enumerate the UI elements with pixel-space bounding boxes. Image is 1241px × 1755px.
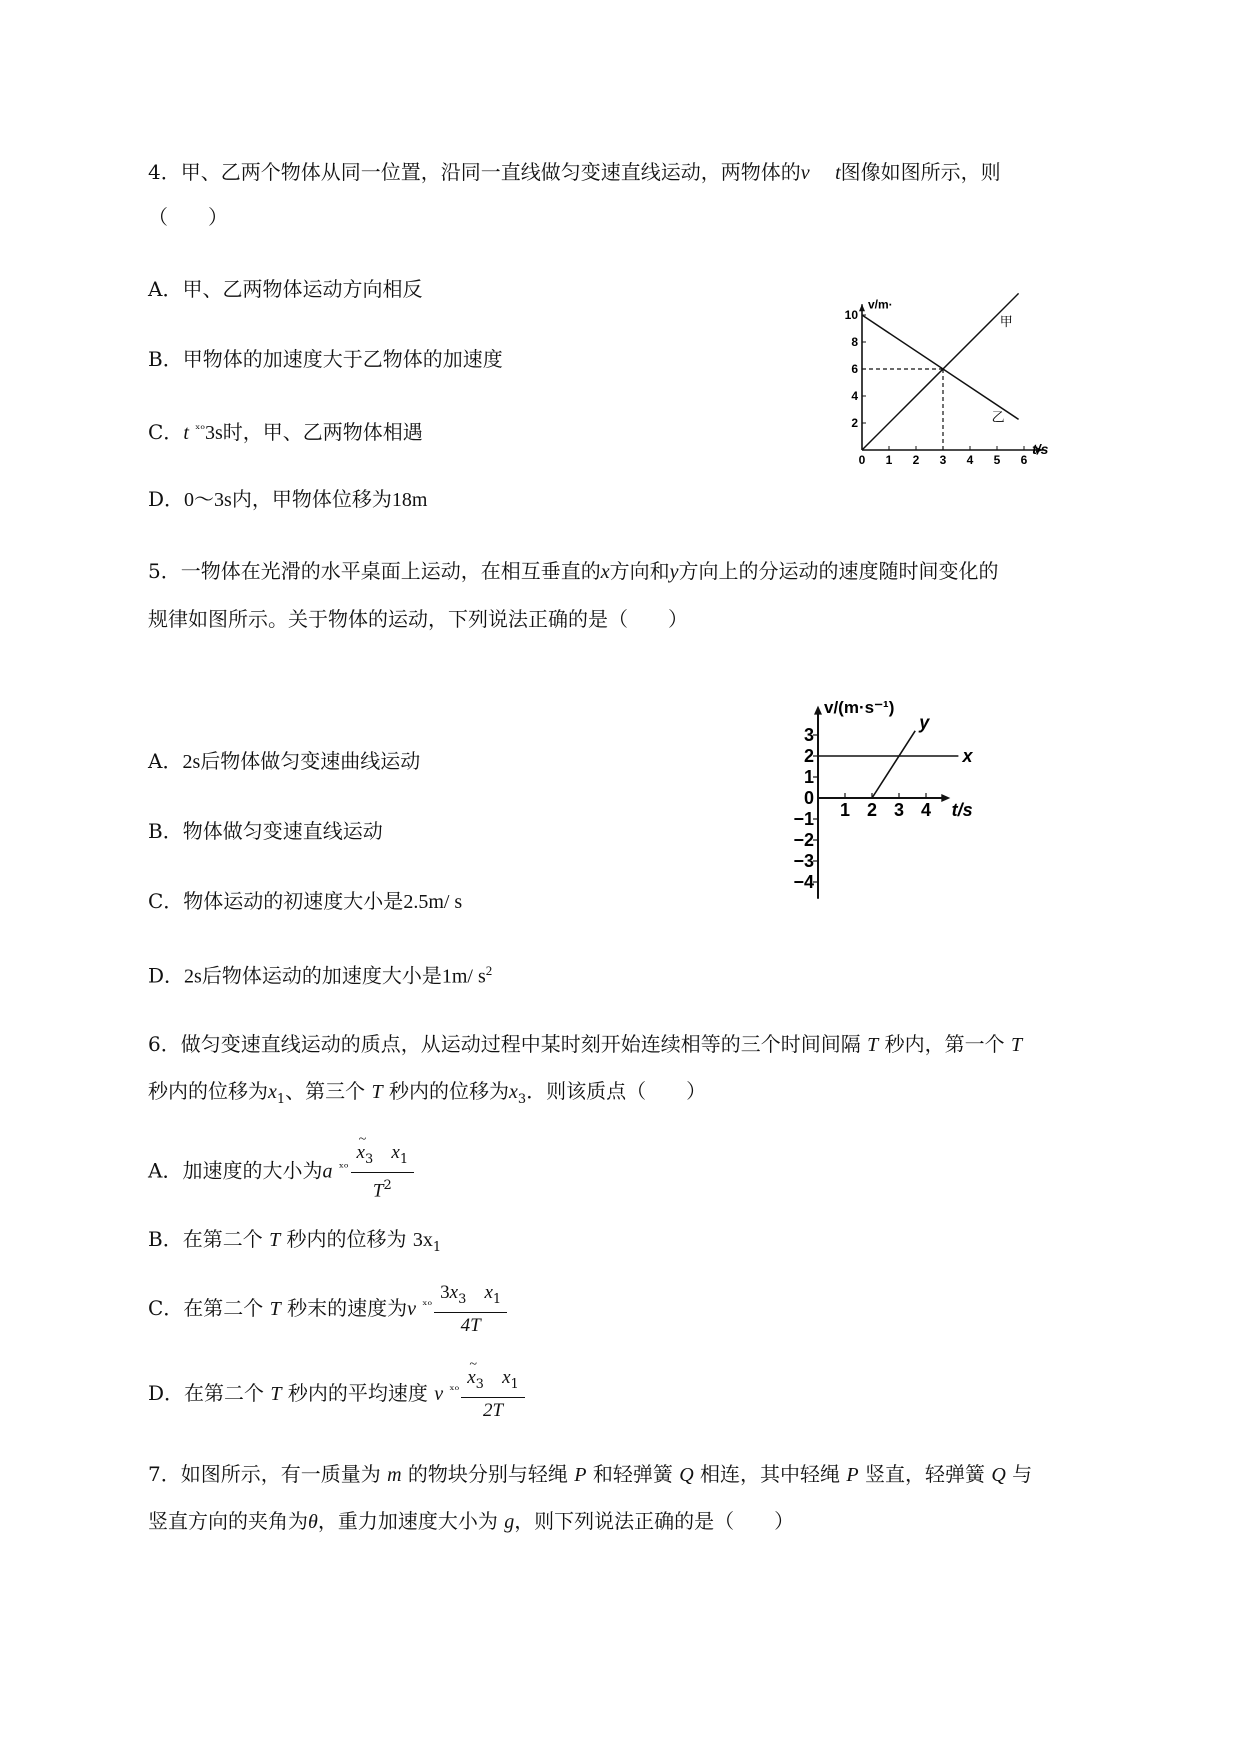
q5-stem	[148, 557, 999, 586]
q7-line2-text-b: ，重力加速度大小为	[317, 1509, 498, 1533]
q6-option-b-label: B．在第二个	[148, 1227, 263, 1251]
q6-a-den: T	[372, 1180, 384, 1202]
series-line-y	[872, 731, 915, 798]
q6-option-d-mid: 秒内的平均速度	[287, 1380, 428, 1405]
x-axis-arrow	[941, 794, 950, 802]
q6-c-num-x3: x	[449, 1282, 459, 1303]
q5-option-c	[148, 887, 462, 916]
q6-option-d-T: T	[270, 1382, 282, 1405]
q7-stem-text-4: 相连，其中轻绳	[700, 1462, 841, 1486]
q6-line2-text-d: ．则该质点（ ）	[526, 1079, 707, 1103]
y-tick-label: 2	[851, 416, 858, 430]
q6-option-b-sub: 1	[432, 1240, 442, 1255]
y-tick-label: 10	[844, 308, 858, 322]
y-tick-label: −4	[793, 872, 814, 892]
y-axis-arrow	[859, 304, 865, 311]
y-tick-label: −1	[793, 809, 814, 829]
q4-option-d-label: D．	[148, 487, 185, 511]
q5-option-d-label: D．	[148, 963, 185, 988]
q6-option-d-garble: ˣᵒ	[449, 1382, 460, 1397]
q6-a-num-sub3: 3	[364, 1151, 374, 1167]
y-tick-label: 4	[851, 389, 858, 403]
q5-x-symbol: x	[600, 561, 610, 583]
y-tick-label: 0	[803, 788, 814, 808]
q6-option-c	[148, 1280, 507, 1339]
q4-option-d	[148, 485, 427, 514]
q6-x3-symbol: x	[509, 1081, 518, 1103]
x-tick-label: 3	[893, 800, 905, 820]
series-label-yi: 乙	[991, 409, 1005, 425]
x-tick-label: 4	[966, 453, 974, 467]
q6-T-symbol: T	[867, 1034, 879, 1056]
q4-option-c	[148, 415, 423, 447]
q6-a-den-sup: 2	[383, 1177, 392, 1193]
q7-stem-text-2: 的物块分别与轻绳	[407, 1462, 568, 1486]
q4-option-c-t: t	[183, 422, 189, 444]
q5-stem-text: 5．一物体在光滑的水平桌面上运动，在相互垂直的	[148, 559, 601, 583]
q6-option-a-garble: ˣᵒ	[338, 1160, 349, 1175]
q5-option-c-value: 2.5m/ s	[403, 891, 463, 913]
y-tick-label: −3	[793, 851, 814, 871]
q6-d-num-sub3: 3	[475, 1376, 484, 1392]
q6-stem-line2	[148, 1077, 706, 1114]
series-line-yi	[862, 315, 1019, 419]
q5-option-d-value: 2s	[184, 965, 202, 988]
series-label-x: x	[962, 746, 973, 766]
q7-Q-symbol-2: Q	[991, 1464, 1006, 1486]
q6-option-c-mid: 秒末的速度为	[287, 1295, 408, 1320]
y-tick-label: 3	[803, 725, 814, 745]
q6-option-c-fraction	[434, 1280, 507, 1339]
q6-x1-symbol: x	[268, 1081, 277, 1103]
x-tick-label: 1	[885, 453, 893, 467]
q6-c-num-sub3: 3	[458, 1291, 467, 1307]
q7-line2-text-a: 竖直方向的夹角为	[148, 1509, 308, 1533]
q6-T-symbol-3: T	[371, 1081, 383, 1103]
q7-stem-text-5: 竖直，轻弹簧	[864, 1462, 985, 1486]
q4-vt-chart	[840, 290, 1080, 470]
q6-option-b-value: 3x	[412, 1229, 433, 1251]
x-tick-label: 0	[858, 453, 866, 467]
series-line-jia	[862, 293, 1019, 450]
q4-t-symbol: t	[835, 162, 841, 184]
y-tick-label: 2	[803, 746, 814, 766]
q5-option-a-label: A．	[148, 749, 183, 773]
q4-stem	[148, 158, 1001, 187]
q4-stem-text-2: 图像如图所示，则	[840, 160, 1001, 184]
q6-c-num-sub1: 1	[492, 1291, 502, 1307]
series-label-y: y	[919, 712, 930, 733]
y-tick-label: 8	[851, 335, 858, 349]
q5-option-a	[148, 747, 420, 776]
y-tick-label: 6	[851, 362, 858, 376]
q5-option-b: B．物体做匀变速直线运动	[148, 819, 383, 843]
q5-option-d-sup: 2	[485, 963, 493, 978]
q5-y-symbol: y	[669, 561, 679, 583]
q6-option-d	[148, 1365, 525, 1424]
q6-c-num-x1: x	[484, 1282, 493, 1303]
q6-d-num-x1: x	[502, 1367, 511, 1388]
x-tick-label: 6	[1020, 453, 1028, 467]
q6-x3-sub: 3	[517, 1092, 527, 1107]
y-axis-arrow	[814, 706, 822, 715]
q4-option-a: A．甲、乙两物体运动方向相反	[148, 277, 423, 301]
y-axis-label: v/m·	[868, 297, 893, 312]
q4-option-c-label: C．	[148, 420, 184, 444]
q7-stem-line2	[148, 1507, 794, 1536]
q7-line2-text-c: ，则下列说法正确的是（ ）	[514, 1509, 795, 1533]
q5-option-a-suffix: 后物体做匀变速曲线运动	[200, 749, 421, 773]
q6-d-num-sub1: 1	[510, 1376, 519, 1392]
q6-option-d-var: v	[434, 1382, 444, 1405]
x-tick-label: 2	[866, 800, 878, 820]
q6-stem-text-2: 秒内，第一个	[884, 1032, 1005, 1056]
x-tick-label: 1	[839, 800, 851, 820]
q4-option-c-suffix: 时，甲、乙两物体相遇	[222, 420, 423, 444]
q7-stem-text-6: 与	[1012, 1462, 1033, 1486]
x-tick-label: 4	[920, 800, 932, 820]
q7-P-symbol-2: P	[846, 1464, 859, 1486]
x-tick-label: 2	[912, 453, 920, 467]
q6-option-a-fraction	[351, 1140, 415, 1204]
q6-option-c-T: T	[269, 1297, 281, 1320]
q4-option-d-range: 0～3s	[184, 489, 232, 511]
q5-option-d-accel: 1m/ s	[441, 965, 486, 988]
x-axis-label: t/s	[1032, 441, 1049, 457]
q4-option-c-value: 3s	[204, 422, 223, 444]
q7-P-symbol: P	[574, 1464, 587, 1486]
q6-a-num-sub1: 1	[399, 1151, 409, 1167]
q4-v-symbol: v	[800, 162, 810, 184]
q5-stem-line2: 规律如图所示。关于物体的运动，下列说法正确的是（ ）	[148, 607, 688, 631]
q6-option-a-var: a	[322, 1160, 333, 1183]
y-axis-label: v/(m·s⁻¹)	[824, 697, 895, 717]
q4-option-d-value: 18m	[391, 489, 428, 511]
q6-stem-text: 6．做匀变速直线运动的质点，从运动过程中某时刻开始连续相等的三个时间间隔	[148, 1032, 861, 1056]
q7-g-symbol: g	[504, 1511, 515, 1533]
q4-blank: （ ）	[148, 205, 228, 229]
q6-a-num-x3: ~ x	[357, 1142, 365, 1163]
y-tick-label: 1	[803, 767, 814, 787]
y-tick-label: −2	[793, 830, 814, 850]
x-tick-label: 5	[993, 453, 1001, 467]
q5-stem-text-3: 方向上的分运动的速度随时间变化的	[678, 559, 999, 583]
q4-option-d-mid: 内，甲物体位移为	[231, 487, 392, 511]
q5-stem-text-2: 方向和	[609, 559, 670, 583]
q7-stem	[148, 1460, 1032, 1489]
q6-a-num-x1: x	[391, 1142, 400, 1163]
q6-c-den: 4T	[460, 1314, 481, 1336]
q4-option-c-garble: ˣᵒ	[195, 422, 205, 436]
q6-d-den: 2T	[482, 1399, 504, 1421]
q7-theta-symbol: θ	[308, 1511, 318, 1533]
q6-line2-text-c: 秒内的位移为	[389, 1079, 510, 1103]
q6-option-d-fraction	[461, 1365, 525, 1424]
q7-stem-text-3: 和轻弹簧	[592, 1462, 673, 1486]
x-tick-label: 3	[939, 453, 947, 467]
q6-option-d-label: D．在第二个	[148, 1380, 265, 1405]
q6-option-c-garble: ˣᵒ	[422, 1297, 433, 1312]
q4-stem-text: 4．甲、乙两个物体从同一位置，沿同一直线做匀变速直线运动，两物体的	[148, 160, 801, 184]
q4-option-b: B．甲物体的加速度大于乙物体的加速度	[148, 347, 503, 371]
q6-option-b-T: T	[269, 1229, 281, 1251]
q6-option-a	[148, 1140, 414, 1204]
q7-m-symbol: m	[387, 1464, 402, 1486]
q5-option-d-mid: 后物体运动的加速度大小是	[201, 963, 442, 988]
q6-T-symbol-2: T	[1010, 1034, 1023, 1056]
q6-option-c-var: v	[407, 1297, 417, 1320]
q5-option-a-value: 2s	[182, 751, 201, 773]
q6-stem	[148, 1030, 1022, 1059]
q7-stem-text: 7．如图所示，有一质量为	[148, 1462, 381, 1486]
x-axis-label: t/s	[951, 800, 973, 820]
q6-line2-text-b: 、第三个	[285, 1079, 366, 1103]
q5-vt-chart	[790, 690, 1020, 925]
q7-Q-symbol: Q	[679, 1464, 694, 1486]
q6-d-num-x3: ~ x	[467, 1367, 475, 1388]
q5-option-c-label: C．物体运动的初速度大小是	[148, 889, 404, 913]
q6-x1-sub: 1	[276, 1092, 286, 1107]
q6-option-b	[148, 1225, 441, 1262]
q5-option-d	[148, 957, 492, 991]
q6-c-num-coef: 3	[440, 1282, 450, 1303]
q6-option-c-label: C．在第二个	[148, 1295, 264, 1320]
q6-line2-text-a: 秒内的位移为	[148, 1079, 268, 1103]
q6-option-a-label: A．加速度的大小为	[148, 1158, 323, 1183]
series-label-jia: 甲	[999, 313, 1013, 329]
q6-option-b-mid: 秒内的位移为	[286, 1227, 407, 1251]
